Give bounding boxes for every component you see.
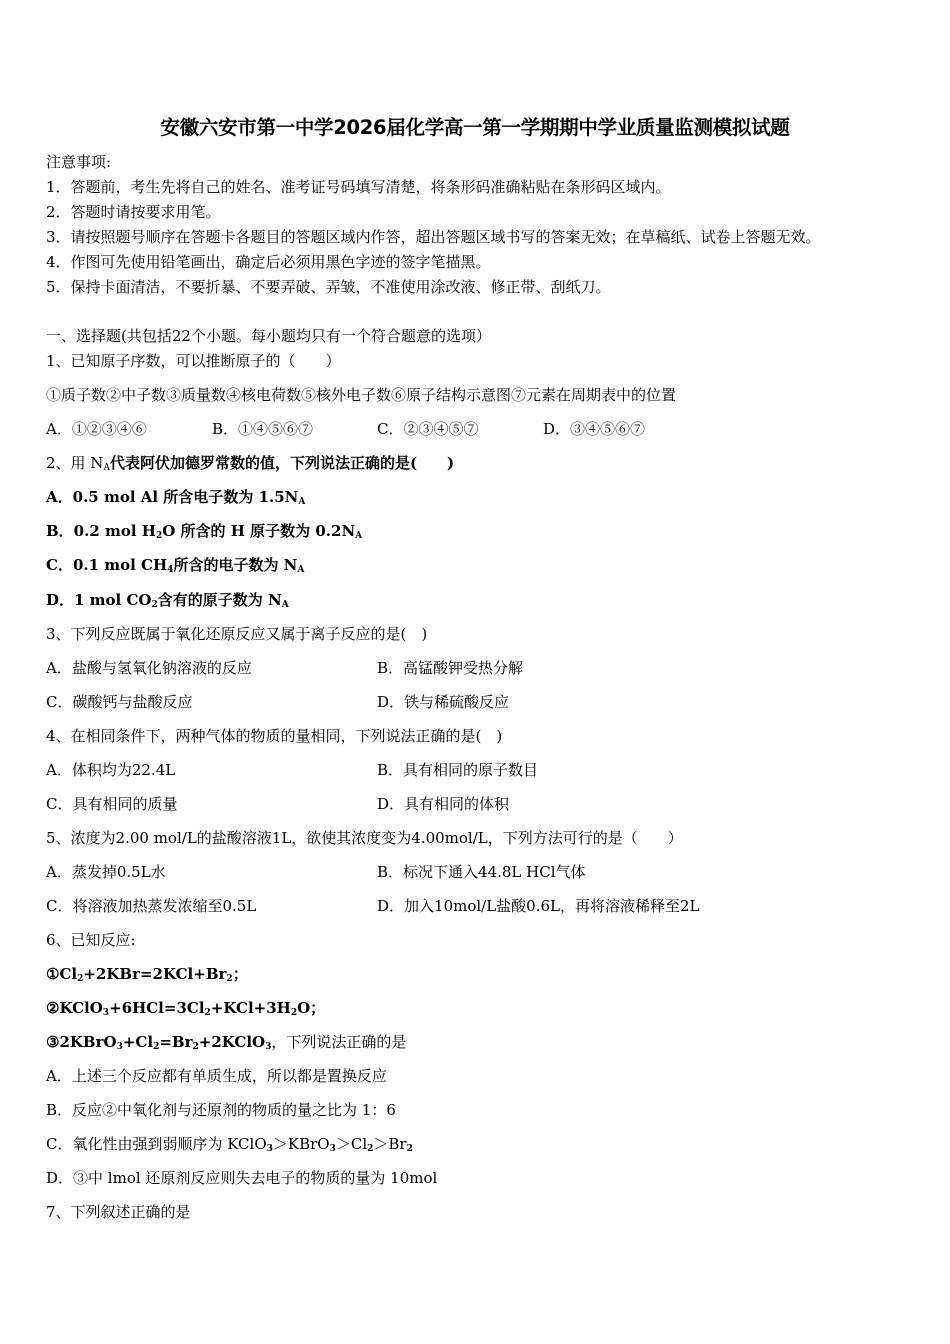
notice-item: 2．答题时请按要求用笔。 xyxy=(46,203,221,221)
section-heading: 一、选择题(共包括22个小题。每小题均只有一个符合题意的选项） xyxy=(46,327,491,345)
notice-heading: 注意事项: xyxy=(46,153,112,171)
question-6-stem: 6、已知反应: xyxy=(46,931,136,949)
option-a[interactable]: A．盐酸与氢氧化钠溶液的反应 xyxy=(46,659,252,677)
question-1-list: ①质子数②中子数③质量数④核电荷数⑤核外电子数⑥原子结构示意图⑦元素在周期表中的位置 xyxy=(46,386,677,404)
page-title: 安徽六安市第一中学2026届化学高一第一学期期中学业质量监测模拟试题 xyxy=(160,116,790,139)
option-a[interactable]: A．蒸发掉0.5L水 xyxy=(46,863,166,881)
option-c[interactable]: C．②③④⑤⑦ xyxy=(377,420,479,438)
option-c[interactable]: C．0.1 mol $CH_4$所含的电子数为 $N_A$ xyxy=(46,556,305,575)
option-b[interactable]: B．反应②中氧化剂与还原剂的物质的量之比为 1：6 xyxy=(46,1101,396,1119)
notice-item: 5．保持卡面清洁，不要折暴、不要弄破、弄皱，不准使用涂改液、修正带、刮纸刀。 xyxy=(46,278,611,296)
question-2-stem: 2、用 $N_A$代表阿伏加德罗常数的值，下列说法正确的是( ) xyxy=(46,454,455,473)
option-d[interactable]: D．③中 lmol 还原剂反应则失去电子的物质的量为 10mol xyxy=(46,1169,438,1187)
question-1-stem: 1、已知原子序数，可以推断原子的（ ） xyxy=(46,352,341,370)
option-d[interactable]: D．加入10mol/L盐酸0.6L，再将溶液稀释至2L xyxy=(377,897,700,915)
option-a[interactable]: A．上述三个反应都有单质生成，所以都是置换反应 xyxy=(46,1067,387,1085)
question-7-stem: 7、下列叙述正确的是 xyxy=(46,1203,191,1221)
option-d[interactable]: D．具有相同的体积 xyxy=(377,795,510,813)
option-a[interactable]: A．①②③④⑥ xyxy=(46,420,147,438)
option-b[interactable]: B．0.2 mol $H_2O$ 所含的 H 原子数为 $0.2N_A$ xyxy=(46,522,363,541)
option-d[interactable]: D．1 mol $CO_2$含有的原子数为 $N_A$ xyxy=(46,591,289,610)
question-5-stem: 5、浓度为2.00 mol/L的盐酸溶液1L，欲使其浓度变为4.00mol/L，下列方法可行的是（ ） xyxy=(46,829,683,847)
option-a[interactable]: A．0.5 mol Al 所含电子数为 $1.5N_A$ xyxy=(46,488,306,507)
question-3-stem: 3、下列反应既属于氧化还原反应又属于离子反应的是( ) xyxy=(46,625,428,643)
option-c[interactable]: C．氧化性由强到弱顺序为 $KClO_3>KBrO_3>Cl_2>Br_2$ xyxy=(46,1135,413,1154)
option-b[interactable]: B．具有相同的原子数目 xyxy=(377,761,539,779)
question-4-stem: 4、在相同条件下，两种气体的物质的量相同，下列说法正确的是( ) xyxy=(46,727,503,745)
notice-item: 3．请按照题号顺序在答题卡各题目的答题区域内作答，超出答题区域书写的答案无效；在草稿纸、试卷上答题无效。 xyxy=(46,228,821,246)
option-d[interactable]: D．③④⑤⑥⑦ xyxy=(543,420,646,438)
option-c[interactable]: C．将溶液加热蒸发浓缩至0.5L xyxy=(46,897,257,915)
notice-item: 4．作图可先使用铅笔画出，确定后必须用黑色字迹的签字笔描黑。 xyxy=(46,253,491,271)
option-b[interactable]: B．高锰酸钾受热分解 xyxy=(377,659,524,677)
option-b[interactable]: B．标况下通入44.8L HCl气体 xyxy=(377,863,586,881)
option-b[interactable]: B．①④⑤⑥⑦ xyxy=(212,420,314,438)
reaction-3: $③2KBrO_3+Cl_2=Br_2+2KClO_3$，下列说法正确的是 xyxy=(46,1033,407,1052)
option-a[interactable]: A．体积均为22.4L xyxy=(46,761,176,779)
option-c[interactable]: C．碳酸钙与盐酸反应 xyxy=(46,693,193,711)
option-c[interactable]: C．具有相同的质量 xyxy=(46,795,178,813)
reaction-1: $①Cl_2+2KBr=2KCl+Br_2$； xyxy=(46,965,248,984)
reaction-2: $②KClO_3+6HCl=3Cl_2+KCl+3H_2O$； xyxy=(46,999,326,1018)
option-d[interactable]: D．铁与稀硫酸反应 xyxy=(377,693,510,711)
notice-item: 1．答题前，考生先将自己的姓名、准考证号码填写清楚，将条形码准确粘贴在条形码区域内。 xyxy=(46,178,671,196)
